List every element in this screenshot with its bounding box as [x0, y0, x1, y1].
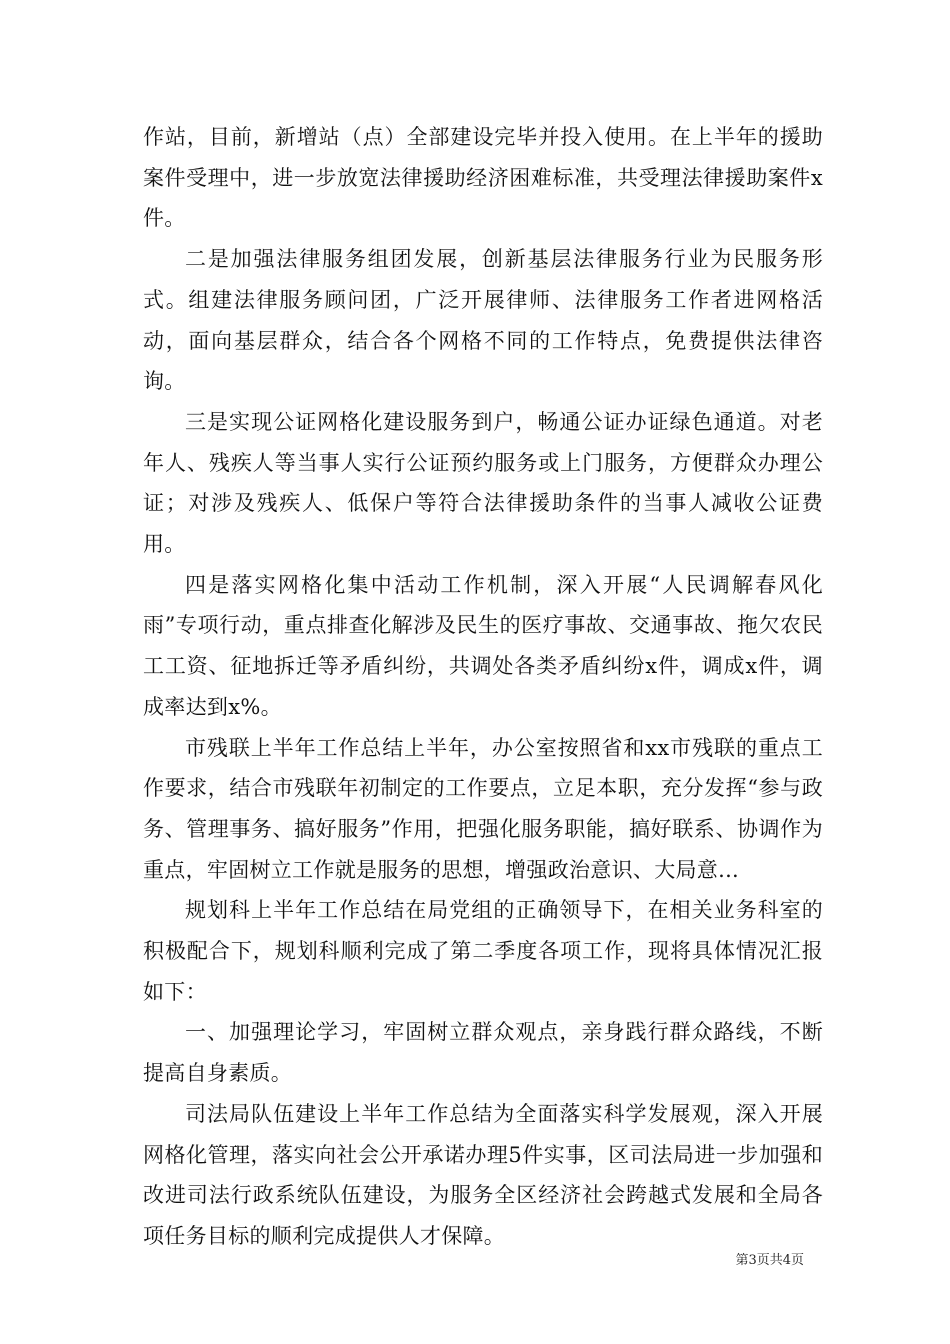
document-body: [143, 117, 823, 1257]
paragraph-legal-service-groups: 二是加强法律服务组团发展，创新基层法律服务行业为民服务形式。组建法律服务顾问团，广泛开展律师、法律服务工作者进网格活动，面向基层群众，结合各个网格不同的工作特点，免费提供法律咨询。: [143, 247, 823, 394]
paragraph-disabled-federation-summary: 市残联上半年工作总结上半年，办公室按照省和xx市残联的重点工作要求，结合市残联年初制定的工作要点，立足本职，充分发挥“参与政务、管理事务、搞好服务”作用，把强化服务职能，搞好联系、协调作为重点，牢固树立工作就是服务的思想，增强政治意识、大局意...: [143, 735, 823, 882]
paragraph-planning-section-summary: 规划科上半年工作总结在局党组的正确领导下，在相关业务科室的积极配合下，规划科顺利完成了第二季度各项工作，现将具体情况汇报如下：: [143, 898, 823, 1004]
paragraph-mediation-mechanism: 四是落实网格化集中活动工作机制，深入开展“人民调解春风化雨”专项行动，重点排查化解涉及民生的医疗事故、交通事故、拖欠农民工工资、征地拆迁等矛盾纠纷，共调处各类矛盾纠纷x件，调成x件，调成率达到x%。: [143, 572, 823, 719]
page-number: 第3页共4页: [735, 1253, 804, 1268]
paragraph-continuation: 作站，目前，新增站（点）全部建设完毕并投入使用。在上半年的援助案件受理中，进一步放宽法律援助经济困难标准，共受理法律援助案件x件。: [143, 125, 823, 231]
paragraph-justice-bureau-team: 司法局队伍建设上半年工作总结为全面落实科学发展观，深入开展网格化管理，落实向社会公开承诺办理5件实事，区司法局进一步加强和改进司法行政系统队伍建设，为服务全区经济社会跨越式发展和全局各项任务目标的顺利完成提供人才保障。: [143, 1101, 823, 1248]
paragraph-notary-grid: 三是实现公证网格化建设服务到户，畅通公证办证绿色通道。对老年人、残疾人等当事人实行公证预约服务或上门服务，方便群众办理公证；对涉及残疾人、低保户等符合法律援助条件的当事人减收公证费用。: [143, 409, 823, 557]
paragraph-theory-study: 一、加强理论学习，牢固树立群众观点，亲身践行群众路线，不断提高自身素质。: [143, 1020, 823, 1086]
